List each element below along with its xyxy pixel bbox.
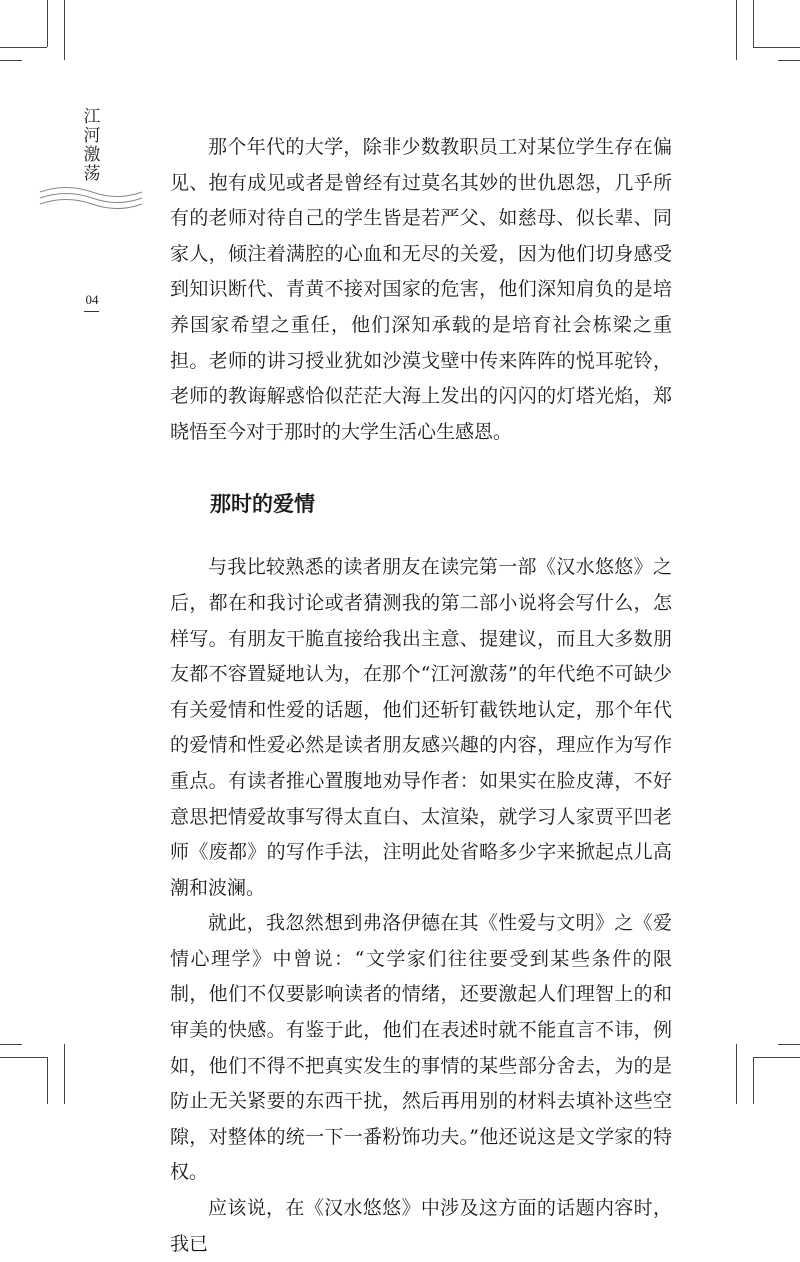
crop-mark xyxy=(736,1044,737,1104)
book-title-char: 荡 xyxy=(83,164,101,184)
book-title-char: 激 xyxy=(83,145,101,165)
crop-mark xyxy=(47,0,48,47)
book-title-char: 河 xyxy=(83,126,101,146)
paragraph: 应该说，在《汉水悠悠》中涉及这方面的话题内容时，我已 xyxy=(170,1197,672,1255)
crop-mark xyxy=(753,47,800,48)
crop-mark xyxy=(64,0,65,60)
crop-mark xyxy=(0,1044,22,1045)
page-number-rule xyxy=(84,311,99,312)
page-number: 04 xyxy=(85,292,99,307)
crop-mark xyxy=(778,1044,800,1045)
book-title-vertical xyxy=(80,108,104,184)
paragraph: 就此，我忽然想到弗洛伊德在其《性爱与文明》之《爱情心理学》中曾说：“文学家们往往要受到某些条件的限制，他们不仅要影响读者的情绪，还要激起人们理智上的和审美的快感。有鉴于此，他们在表述时就不能直言不讳，例如，他们不得不把真实发生的事情的某些部分舍去，为的是防止无关紧要的东西干扰，然后再用别的材料去填补这些空隙，对整体的统一下一番粉饰功夫。”他还说这是文学家的特权。 xyxy=(170,912,672,1184)
section-heading: 那时的爱情 xyxy=(210,492,315,517)
crop-mark xyxy=(753,1057,754,1104)
wave-ornament-icon xyxy=(36,183,146,209)
crop-mark xyxy=(0,47,47,48)
paragraph: 那个年代的大学，除非少数教职员工对某位学生存在偏见、抱有成见或者是曾经有过莫名其妙的世仇恩怨，几乎所有的老师对待自己的学生皆是若严父、如慈母、似长辈、同家人，倾注着满腔的心血和无尽的关爱，因为他们切身感受到知识断代、青黄不接对国家的危害，他们深知肩负的是培养国家希望之重任，他们深知承载的是培育社会栋梁之重担。老师的讲习授业犹如沙漠戈壁中传来阵阵的悦耳驼铃，老师的教诲解惑恰似茫茫大海上发出的闪闪的灯塔光焰，郑晓悟至今对于那时的大学生活心生感恩。 xyxy=(170,136,672,443)
crop-mark xyxy=(753,0,754,47)
crop-mark xyxy=(778,60,800,61)
crop-mark xyxy=(753,1057,800,1058)
crop-mark xyxy=(47,1057,48,1104)
crop-mark xyxy=(0,1057,47,1058)
body-text xyxy=(170,130,672,1262)
crop-mark xyxy=(736,0,737,60)
crop-mark xyxy=(64,1044,65,1104)
paragraph: 与我比较熟悉的读者朋友在读完第一部《汉水悠悠》之后，都在和我讨论或者猜测我的第二部小说将会写什么，怎样写。有朋友干脆直接给我出主意、提建议，而且大多数朋友都不容置疑地认为，在那个“江河激荡”的年代绝不可缺少有关爱情和性爱的话题，他们还斩钉截铁地认定，那个年代的爱情和性爱必然是读者朋友感兴趣的内容，理应作为写作重点。有读者推心置腹地劝导作者：如果实在脸皮薄，不好意思把情爱故事写得太直白、太渲染，就学习人家贾平凹老师《废都》的写作手法，注明此处省略多少字来掀起点儿高潮和波澜。 xyxy=(170,556,672,899)
crop-mark xyxy=(0,60,22,61)
book-title-char: 江 xyxy=(83,107,101,127)
